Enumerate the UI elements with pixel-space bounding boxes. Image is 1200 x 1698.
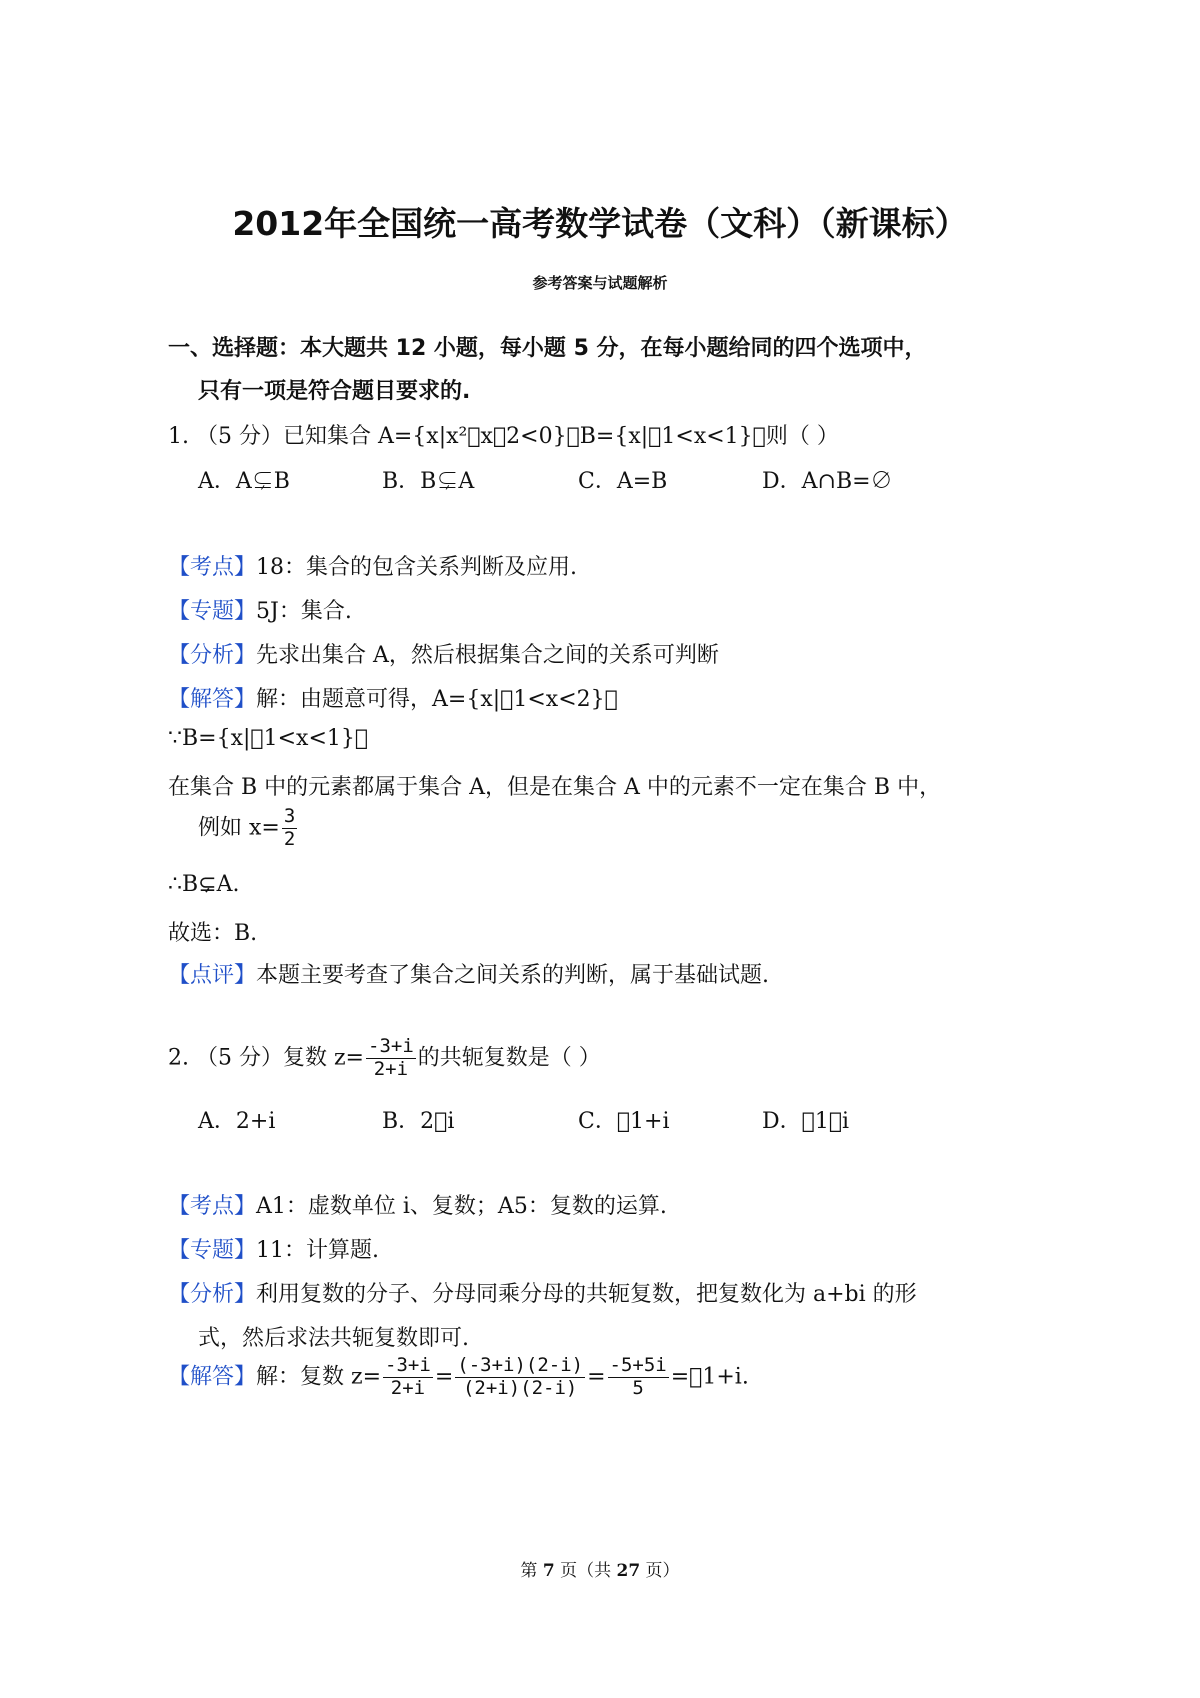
q2-zhuanti-tag: 【专题】 — [168, 1238, 257, 1263]
q2-step1-num: -3+i — [385, 1354, 431, 1376]
q2-step1-fraction — [383, 1355, 433, 1400]
q1-jieda — [168, 682, 618, 713]
q2-eq2: = — [587, 1364, 606, 1390]
footer-mid: 页（共 — [554, 1561, 617, 1581]
q2-step1-den: 2+i — [390, 1376, 426, 1399]
q2-z-num: -3+i — [368, 1035, 414, 1057]
section-heading-line2: 只有一项是符合题目要求的. — [198, 379, 471, 404]
q1-example-den: 2 — [283, 827, 296, 850]
q2-stem-suffix: 的共轭复数是（ ） — [417, 1045, 601, 1071]
q2-option-d: D． 1 i — [762, 1109, 850, 1134]
q2-z-fraction — [366, 1036, 416, 1081]
q1-reason: 在集合 B 中的元素都属于集合 A，但是在集合 A 中的元素不一定在集合 B 中， — [168, 775, 942, 800]
q1-option-c: C．A=B — [578, 469, 668, 494]
q2-step2-num: (-3+i)(2-i) — [457, 1354, 584, 1376]
footer-page-number: 7 — [542, 1561, 555, 1581]
q1-because: ∵B={x| 1<x<1}， — [168, 726, 369, 751]
q1-example-num: 3 — [283, 805, 296, 827]
q1-kaodian — [168, 550, 577, 581]
q2-stem-prefix: 2. （5 分）复数 z= — [168, 1045, 364, 1071]
q1-zhuanti — [168, 594, 352, 625]
q1-choice: 故选：B. — [168, 921, 258, 946]
q2-step3-fraction — [608, 1355, 669, 1400]
q1-fenxi-text: 先求出集合 A，然后根据集合之间的关系可判断 — [256, 643, 719, 668]
q2-result: = 1+i. — [670, 1364, 749, 1390]
q2-option-c: C． 1+i — [578, 1109, 670, 1134]
q2-step2-den: (2+i)(2-i) — [462, 1376, 578, 1399]
q1-example-prefix: 例如 x= — [198, 815, 280, 841]
page-subtitle: 参考答案与试题解析 — [532, 274, 668, 292]
q1-therefore: ∴B⊊A. — [168, 872, 240, 897]
q2-option-a: A．2+i — [198, 1109, 276, 1134]
q1-stem: 1. （5 分）已知集合 A={x|x² x 2<0}，B={x| 1<x<1}，则（ ） — [168, 424, 839, 449]
q2-zhuanti — [168, 1233, 379, 1264]
q2-kaodian — [168, 1189, 667, 1220]
q2-eq1: = — [434, 1364, 454, 1390]
footer-post: 页） — [640, 1561, 680, 1581]
q1-dianping-tag: 【点评】 — [168, 963, 257, 988]
q2-stem — [168, 1036, 601, 1081]
footer-pre: 第 — [520, 1561, 543, 1581]
q2-kaodian-tag: 【考点】 — [168, 1194, 257, 1219]
q1-option-d: D．A∩B=∅ — [762, 469, 893, 494]
q1-example — [198, 806, 299, 851]
q1-jieda-text: 解：由题意可得，A={x| 1<x<2}， — [256, 687, 618, 712]
q1-example-fraction — [282, 806, 297, 851]
q1-option-a: A．A⊊B — [198, 469, 290, 494]
q1-option-b: B．B⊊A — [382, 469, 475, 494]
q2-step2-fraction — [455, 1355, 585, 1400]
q2-fenxi-line2: 式，然后求法共轭复数即可. — [198, 1326, 469, 1351]
q1-zhuanti-tag: 【专题】 — [168, 599, 257, 624]
q1-fenxi-tag: 【分析】 — [168, 643, 257, 668]
q2-jieda — [168, 1355, 749, 1400]
q2-kaodian-text: A1：虚数单位 i、复数；A5：复数的运算. — [256, 1194, 667, 1219]
q1-zhuanti-text: 5J：集合. — [256, 599, 352, 624]
page-footer — [0, 1556, 1200, 1581]
footer-total-pages: 27 — [616, 1561, 641, 1581]
q1-jieda-tag: 【解答】 — [168, 687, 257, 712]
page-title: 2012年全国统一高考数学试卷（文科）（新课标） — [232, 204, 968, 243]
q2-fenxi-text: 利用复数的分子、分母同乘分母的共轭复数，把复数化为 a+bi 的形 — [256, 1282, 917, 1307]
q2-option-b: B．2 i — [382, 1109, 455, 1134]
section-heading-line1: 一、选择题：本大题共 12 小题，每小题 5 分，在每小题给同的四个选项中， — [168, 336, 927, 361]
q2-fenxi — [168, 1277, 917, 1308]
q2-z-den: 2+i — [373, 1057, 409, 1080]
q2-step3-num: -5+5i — [609, 1354, 667, 1376]
q2-step3-den: 5 — [632, 1376, 644, 1399]
q2-jieda-tag: 【解答】 — [168, 1364, 257, 1390]
q2-fenxi-tag: 【分析】 — [168, 1282, 257, 1307]
q1-kaodian-text: 18：集合的包含关系判断及应用. — [256, 555, 578, 580]
q1-fenxi — [168, 638, 719, 669]
q2-jieda-prefix: 解：复数 z= — [256, 1364, 382, 1390]
q1-dianping-text: 本题主要考查了集合之间关系的判断，属于基础试题. — [256, 963, 770, 988]
q1-dianping — [168, 958, 769, 989]
q1-kaodian-tag: 【考点】 — [168, 555, 257, 580]
q2-zhuanti-text: 11：计算题. — [256, 1238, 380, 1263]
